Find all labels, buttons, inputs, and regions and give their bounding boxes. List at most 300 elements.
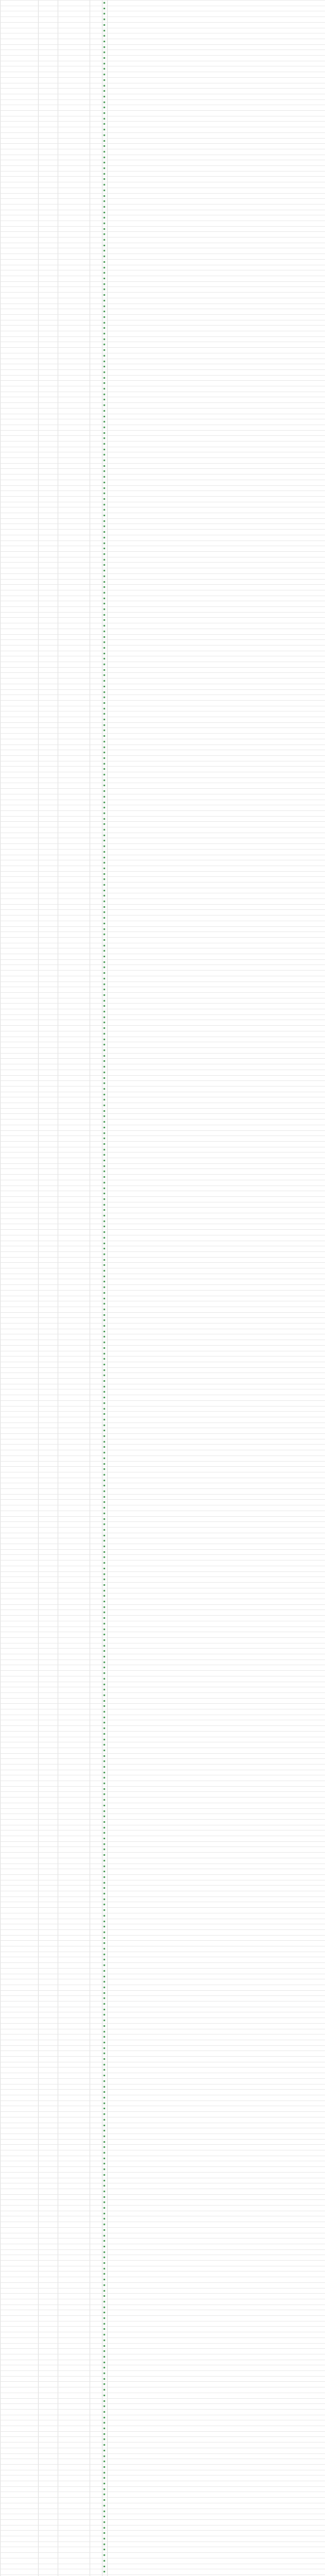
value-cell [90,513,102,518]
table-row [0,2139,325,2144]
name-cell [38,1466,58,1471]
category-cell [58,2514,90,2519]
name-cell [38,1125,58,1130]
cell-marker [104,945,105,946]
name-cell [38,61,58,66]
cell-marker [104,1678,105,1680]
value-cell [90,2117,102,2122]
cell-marker [104,1049,105,1051]
id-cell [0,2398,38,2403]
id-cell [0,1494,38,1499]
cell-marker [104,498,105,500]
table-row [0,435,325,440]
table-row [0,2023,325,2028]
cell-marker [104,2146,105,2148]
cell-marker [104,2201,105,2203]
id-cell [0,1626,38,1632]
category-cell [58,2172,90,2177]
value-cell [90,88,102,93]
id-cell [0,546,38,551]
category-cell [58,2448,90,2453]
cell-marker [104,553,105,555]
table-row [0,617,325,622]
table-row [0,28,325,33]
cell-marker [104,1022,105,1023]
cell-marker [104,598,105,599]
table-row [0,1141,325,1146]
name-cell [38,606,58,612]
category-cell [58,816,90,821]
category-cell [58,430,90,435]
value-cell [90,1296,102,1301]
category-cell [58,1825,90,1830]
name-cell [38,1819,58,1824]
value-cell [90,1218,102,1224]
name-cell [38,2304,58,2310]
value-cell [90,629,102,634]
cell-marker [104,1832,105,1834]
cell-marker [104,1727,105,1729]
cell-marker [104,978,105,979]
table-row [0,1946,325,1951]
value-cell [90,800,102,805]
category-cell [58,606,90,612]
category-cell [58,645,90,650]
cell-marker [104,2472,105,2473]
name-cell [38,253,58,259]
id-cell [0,1687,38,1692]
cell-marker [104,989,105,990]
cell-marker [104,1827,105,1828]
table-row [0,402,325,408]
name-cell [38,2464,58,2469]
cell-marker [104,2532,105,2534]
category-cell [58,1764,90,1769]
cell-marker [104,669,105,671]
table-row [0,976,325,981]
value-cell [90,964,102,970]
table-row [0,132,325,138]
id-cell [0,2034,38,2039]
name-cell [38,1274,58,1279]
id-cell [0,2442,38,2447]
table-row [0,1935,325,1940]
table-row [0,33,325,38]
id-cell [0,2497,38,2502]
category-cell [58,1235,90,1240]
cell-marker [104,1722,105,1723]
id-cell [0,1411,38,1416]
category-cell [58,937,90,942]
category-cell [58,2156,90,2161]
table-row [0,359,325,364]
value-cell [90,2299,102,2304]
table-row [0,1334,325,1339]
id-cell [0,99,38,105]
cell-marker [104,167,105,169]
table-row [0,419,325,424]
category-cell [58,1940,90,1945]
category-cell [58,551,90,556]
id-cell [0,1422,38,1428]
value-cell [90,2304,102,2310]
cell-marker [104,747,105,748]
name-cell [38,584,58,589]
name-cell [38,210,58,215]
value-cell [90,336,102,342]
cell-marker [104,256,105,257]
table-row [0,2100,325,2106]
category-cell [58,463,90,468]
table-row [0,623,325,628]
category-cell [58,2073,90,2078]
id-cell [0,1075,38,1080]
id-cell [0,998,38,1003]
table-row [0,276,325,281]
value-cell [90,1902,102,1907]
id-cell [0,899,38,904]
id-cell [0,871,38,876]
category-cell [58,1483,90,1488]
category-cell [58,1037,90,1042]
id-cell [0,1444,38,1449]
name-cell [38,1720,58,1725]
name-cell [38,2172,58,2177]
cell-marker [104,2053,105,2054]
category-cell [58,1031,90,1036]
value-cell [90,2541,102,2547]
cell-marker [104,2185,105,2187]
cell-marker [104,2064,105,2065]
category-cell [58,1103,90,1108]
name-cell [38,1527,58,1532]
category-cell [58,810,90,816]
category-cell [58,2216,90,2221]
table-row [0,1229,325,1234]
name-cell [38,1483,58,1488]
category-cell [58,2238,90,2243]
value-cell [90,1213,102,1218]
category-cell [58,243,90,248]
category-cell [58,909,90,914]
table-row [0,1753,325,1758]
cell-marker [104,178,105,180]
name-cell [38,1345,58,1350]
cell-marker [104,735,105,737]
id-cell [0,210,38,215]
table-row [0,2343,325,2348]
cell-marker [104,1623,105,1624]
id-cell [0,694,38,700]
category-cell [58,678,90,683]
category-cell [58,1202,90,1207]
name-cell [38,408,58,413]
table-row [0,1296,325,1301]
category-cell [58,1819,90,1824]
cell-marker [104,1760,105,1762]
value-cell [90,6,102,11]
category-cell [58,794,90,799]
cell-marker [104,2284,105,2286]
value-cell [90,1593,102,1598]
id-cell [0,1527,38,1532]
name-cell [38,672,58,677]
table-row [0,601,325,606]
name-cell [38,243,58,248]
value-cell [90,1715,102,1720]
value-cell [90,2348,102,2353]
table-row [0,61,325,66]
cell-marker [104,1226,105,1227]
id-cell [0,457,38,463]
table-row [0,1621,325,1626]
name-cell [38,2034,58,2039]
cell-marker [104,2130,105,2131]
id-cell [0,612,38,617]
value-cell [90,672,102,677]
table-row [0,1251,325,1257]
category-cell [58,1830,90,1835]
name-cell [38,2073,58,2078]
id-cell [0,1682,38,1687]
id-cell [0,1830,38,1835]
name-cell [38,959,58,964]
value-cell [90,2205,102,2210]
id-cell [0,2564,38,2569]
id-cell [0,866,38,871]
value-cell [90,1417,102,1422]
id-cell [0,1406,38,1411]
category-cell [58,1720,90,1725]
id-cell [0,915,38,920]
id-cell [0,1345,38,1350]
cell-marker [104,1088,105,1090]
value-cell [90,579,102,584]
category-cell [58,727,90,733]
category-cell [58,226,90,231]
id-cell [0,121,38,126]
category-cell [58,700,90,705]
cell-marker [104,1717,105,1718]
table-row [0,1461,325,1466]
category-cell [58,970,90,975]
name-cell [38,1070,58,1075]
table-row [0,1433,325,1438]
name-cell [38,1670,58,1675]
value-cell [90,755,102,760]
table-row [0,838,325,843]
category-cell [58,1753,90,1758]
name-cell [38,2001,58,2006]
table-row [0,612,325,617]
category-cell [58,1384,90,1389]
value-cell [90,2398,102,2403]
name-cell [38,1356,58,1361]
id-cell [0,1709,38,1714]
table-row [0,347,325,352]
category-cell [58,629,90,634]
category-cell [58,1362,90,1367]
name-cell [38,2569,58,2574]
category-cell [58,1676,90,1681]
id-cell [0,2050,38,2056]
id-cell [0,1935,38,1940]
category-cell [58,265,90,270]
category-cell [58,2525,90,2530]
name-cell [38,2062,58,2067]
table-row [0,1609,325,1615]
value-cell [90,596,102,601]
table-row [0,1797,325,1802]
category-cell [58,2519,90,2524]
table-row [0,243,325,248]
name-cell [38,1037,58,1042]
value-cell [90,2481,102,2486]
category-cell [58,2475,90,2480]
value-cell [90,94,102,99]
value-cell [90,419,102,424]
name-cell [38,1246,58,1251]
category-cell [58,110,90,115]
category-cell [58,1422,90,1428]
table-row [0,849,325,854]
value-cell [90,364,102,369]
value-cell [90,1720,102,1725]
id-cell [0,1544,38,1549]
id-cell [0,1676,38,1681]
value-cell [90,1345,102,1350]
category-cell [58,1846,90,1852]
id-cell [0,821,38,826]
cell-marker [104,1397,105,1398]
category-cell [58,1803,90,1808]
value-cell [90,2509,102,2514]
cell-marker [104,1082,105,1084]
name-cell [38,2348,58,2353]
table-row [0,1356,325,1361]
category-cell [58,2354,90,2359]
name-cell [38,2509,58,2514]
name-cell [38,11,58,16]
value-cell [90,1957,102,1962]
id-cell [0,1863,38,1869]
id-cell [0,1974,38,1979]
category-cell [58,2260,90,2265]
id-cell [0,441,38,446]
value-cell [90,1284,102,1290]
name-cell [38,937,58,942]
category-cell [58,292,90,297]
cell-marker [104,653,105,654]
name-cell [38,970,58,975]
value-cell [90,502,102,507]
name-cell [38,2095,58,2100]
cell-marker [104,404,105,406]
id-cell [0,2370,38,2376]
name-cell [38,1130,58,1136]
name-cell [38,1929,58,1935]
table-row [0,392,325,397]
id-cell [0,182,38,187]
name-cell [38,1863,58,1869]
name-cell [38,2514,58,2519]
category-cell [58,2393,90,2398]
id-cell [0,2519,38,2524]
value-cell [90,1692,102,1698]
name-cell [38,188,58,193]
id-cell [0,662,38,667]
cell-marker [104,1496,105,1498]
cell-marker [104,2218,105,2219]
name-cell [38,1731,58,1736]
value-cell [90,77,102,82]
value-cell [90,2183,102,2188]
id-cell [0,1637,38,1642]
category-cell [58,1417,90,1422]
id-cell [0,1340,38,1345]
table-row [0,744,325,750]
category-cell [58,507,90,512]
id-cell [0,1483,38,1488]
name-cell [38,2381,58,2386]
category-cell [58,176,90,181]
cell-marker [104,1198,105,1200]
name-cell [38,871,58,876]
id-cell [0,1262,38,1267]
table-row [0,1764,325,1769]
category-cell [58,596,90,601]
cell-marker [104,107,105,108]
id-cell [0,452,38,457]
id-cell [0,711,38,716]
value-cell [90,2227,102,2232]
cell-marker [104,327,105,329]
name-cell [38,1632,58,1637]
id-cell [0,1593,38,1598]
cell-marker [104,1413,105,1415]
value-cell [90,1643,102,1648]
cell-marker [104,1160,105,1161]
id-cell [0,1979,38,1984]
name-cell [38,750,58,755]
value-cell [90,2343,102,2348]
table-row [0,1869,325,1874]
name-cell [38,44,58,49]
table-row [0,1262,325,1267]
table-row [0,138,325,143]
table-row [0,1284,325,1290]
category-cell [58,1929,90,1935]
table-row [0,2178,325,2183]
cell-marker [104,1518,105,1520]
table-row [0,22,325,27]
table-row [0,1466,325,1471]
value-cell [90,1863,102,1869]
id-cell [0,110,38,115]
cell-marker [104,939,105,941]
cell-marker [104,157,105,158]
name-cell [38,1417,58,1422]
table-row [0,1748,325,1753]
name-cell [38,2238,58,2243]
table-row [0,1665,325,1670]
table-row [0,1814,325,1819]
table-row [0,1483,325,1488]
name-cell [38,2117,58,2122]
value-cell [90,2552,102,2557]
value-cell [90,1108,102,1113]
id-cell [0,1957,38,1962]
